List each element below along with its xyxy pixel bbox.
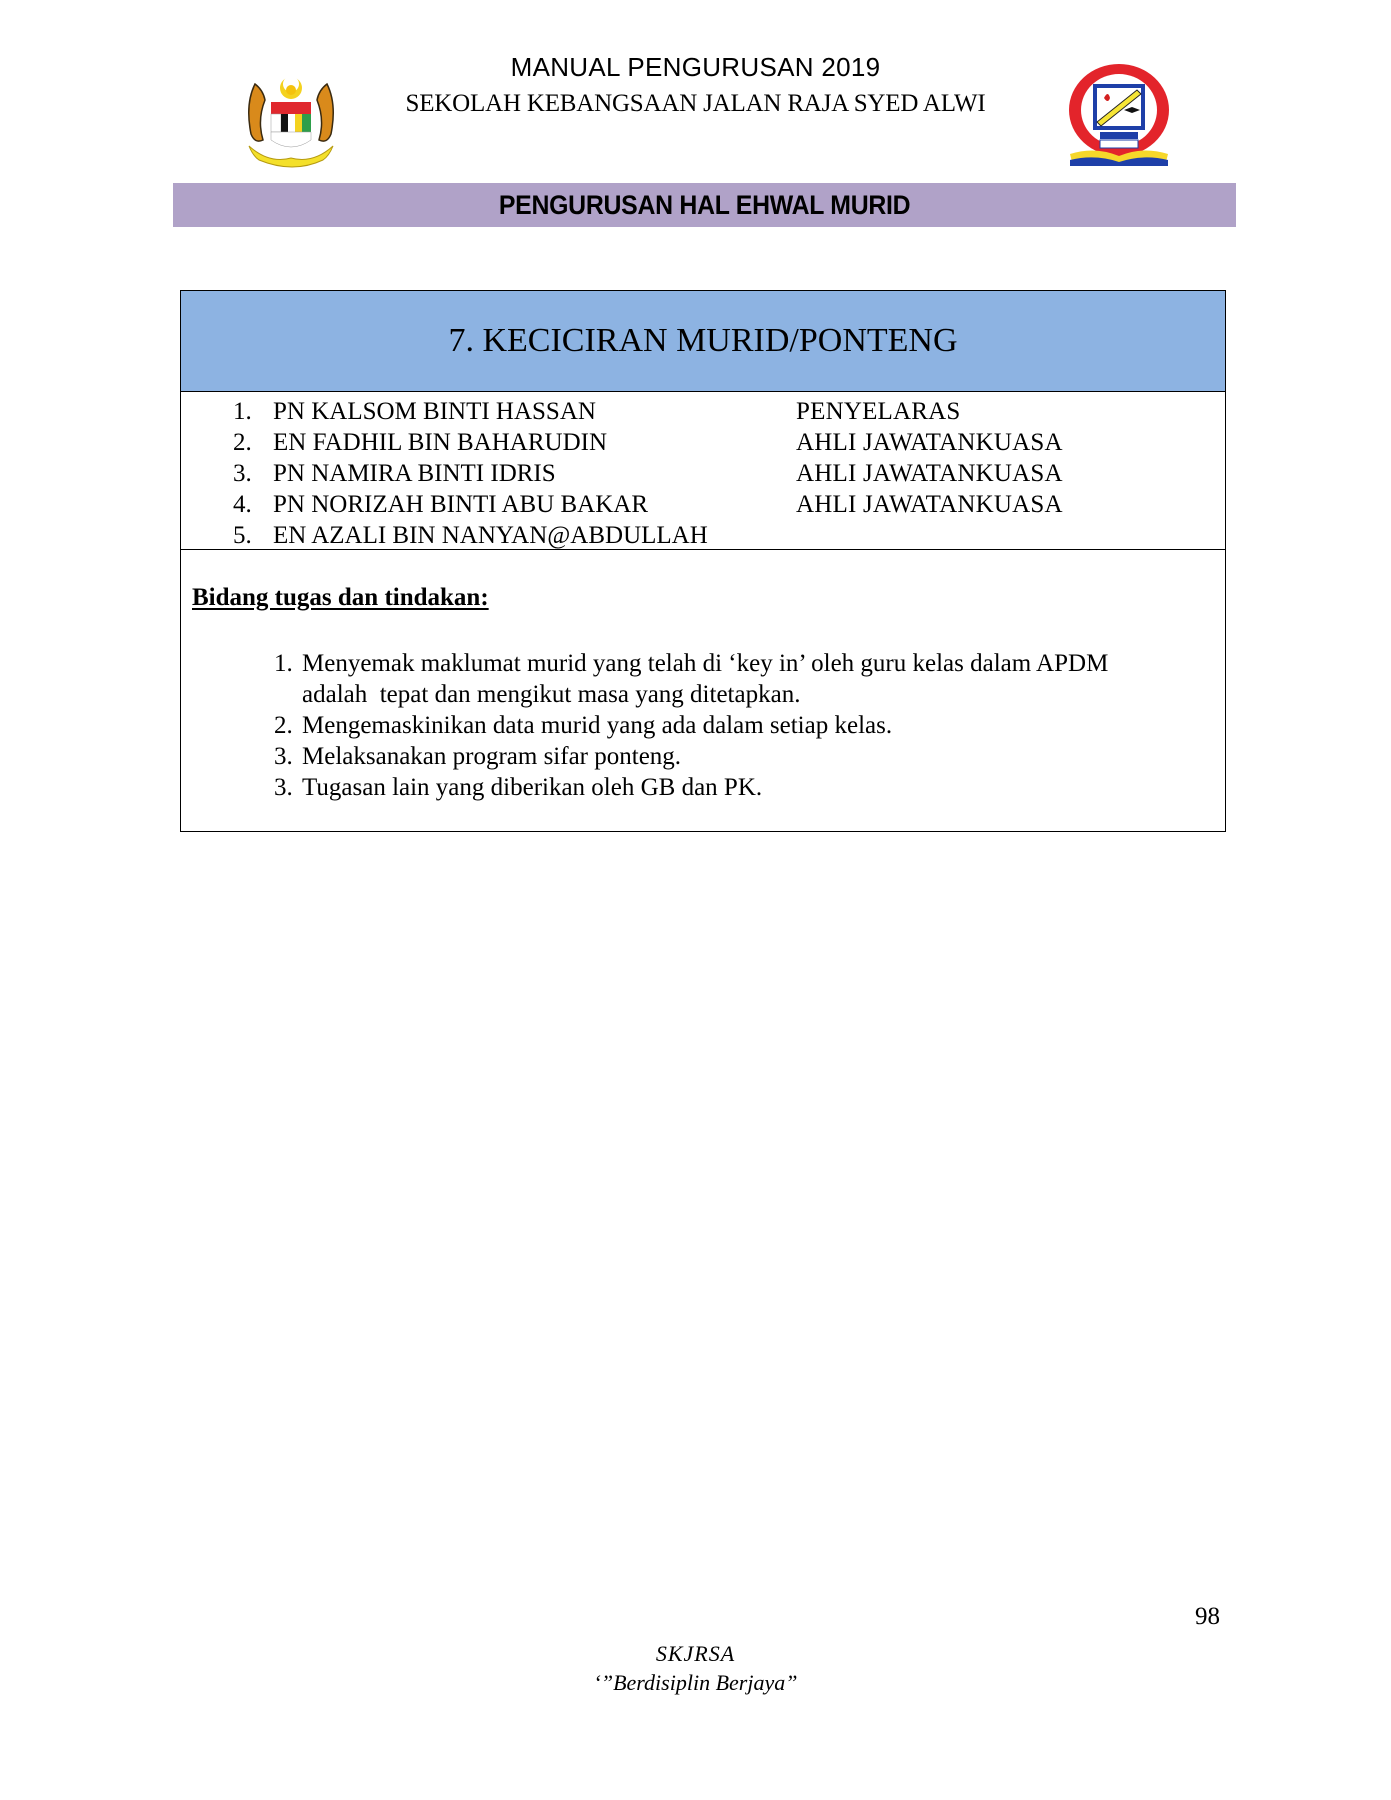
member-name: EN FADHIL BIN BAHARUDIN <box>273 429 608 456</box>
duty-item-continuation <box>274 679 800 710</box>
section-title: PENGURUSAN HAL EHWAL MURID <box>498 189 911 220</box>
duty-text: adalah tepat dan mengikut masa yang ditetapkan. <box>302 681 801 708</box>
member-row <box>181 520 1225 551</box>
duty-text: Menyemak maklumat murid yang telah di ‘key in’ oleh guru kelas dalam APDM <box>302 650 1109 677</box>
duty-number: 3. <box>274 743 293 770</box>
school-crest-logo <box>1064 62 1174 168</box>
page-number: 98 <box>1195 1603 1220 1630</box>
member-number: 4. <box>233 491 252 518</box>
member-role: PENYELARAS <box>796 398 961 425</box>
duty-number: 2. <box>274 712 293 739</box>
member-row <box>181 427 1225 458</box>
duty-item <box>274 648 1108 679</box>
footer-motto: ‘”Berdisiplin Berjaya” <box>593 1670 798 1695</box>
member-row <box>181 458 1225 489</box>
duty-text: Melaksanakan program sifar ponteng. <box>302 743 682 770</box>
school-name: SEKOLAH KEBANGSAAN JALAN RAJA SYED ALWI <box>405 90 986 117</box>
member-role: AHLI JAWATANKUASA <box>796 429 1063 456</box>
member-name: PN KALSOM BINTI HASSAN <box>273 398 596 425</box>
member-number: 2. <box>233 429 252 456</box>
member-row <box>181 489 1225 520</box>
coat-of-arms-logo <box>237 74 345 170</box>
document-title: MANUAL PENGURUSAN 2019 <box>510 52 881 82</box>
duty-text: Tugasan lain yang diberikan oleh GB dan PK. <box>302 774 763 801</box>
committee-table <box>180 290 1226 832</box>
member-role: AHLI JAWATANKUASA <box>796 491 1063 518</box>
duty-number: 3. <box>274 774 293 801</box>
footer-school-abbr: SKJRSA <box>655 1641 736 1666</box>
member-number: 5. <box>233 522 252 549</box>
duty-item <box>274 741 681 772</box>
member-row <box>181 396 1225 427</box>
member-name: EN AZALI BIN NANYAN@ABDULLAH <box>273 522 708 549</box>
member-role: AHLI JAWATANKUASA <box>796 460 1063 487</box>
duties-heading: Bidang tugas dan tindakan: <box>192 584 489 611</box>
committee-title: 7. KECICIRAN MURID/PONTENG <box>448 322 958 359</box>
duty-item <box>274 710 892 741</box>
duty-item <box>274 772 762 803</box>
duty-text: Mengemaskinikan data murid yang ada dalam setiap kelas. <box>302 712 893 739</box>
members-list <box>181 391 1225 550</box>
member-number: 1. <box>233 398 252 425</box>
duty-number: 1. <box>274 650 293 677</box>
member-number: 3. <box>233 460 252 487</box>
member-name: PN NORIZAH BINTI ABU BAKAR <box>273 491 649 518</box>
member-name: PN NAMIRA BINTI IDRIS <box>273 460 556 487</box>
section-band <box>173 183 1236 227</box>
committee-header <box>181 291 1225 392</box>
